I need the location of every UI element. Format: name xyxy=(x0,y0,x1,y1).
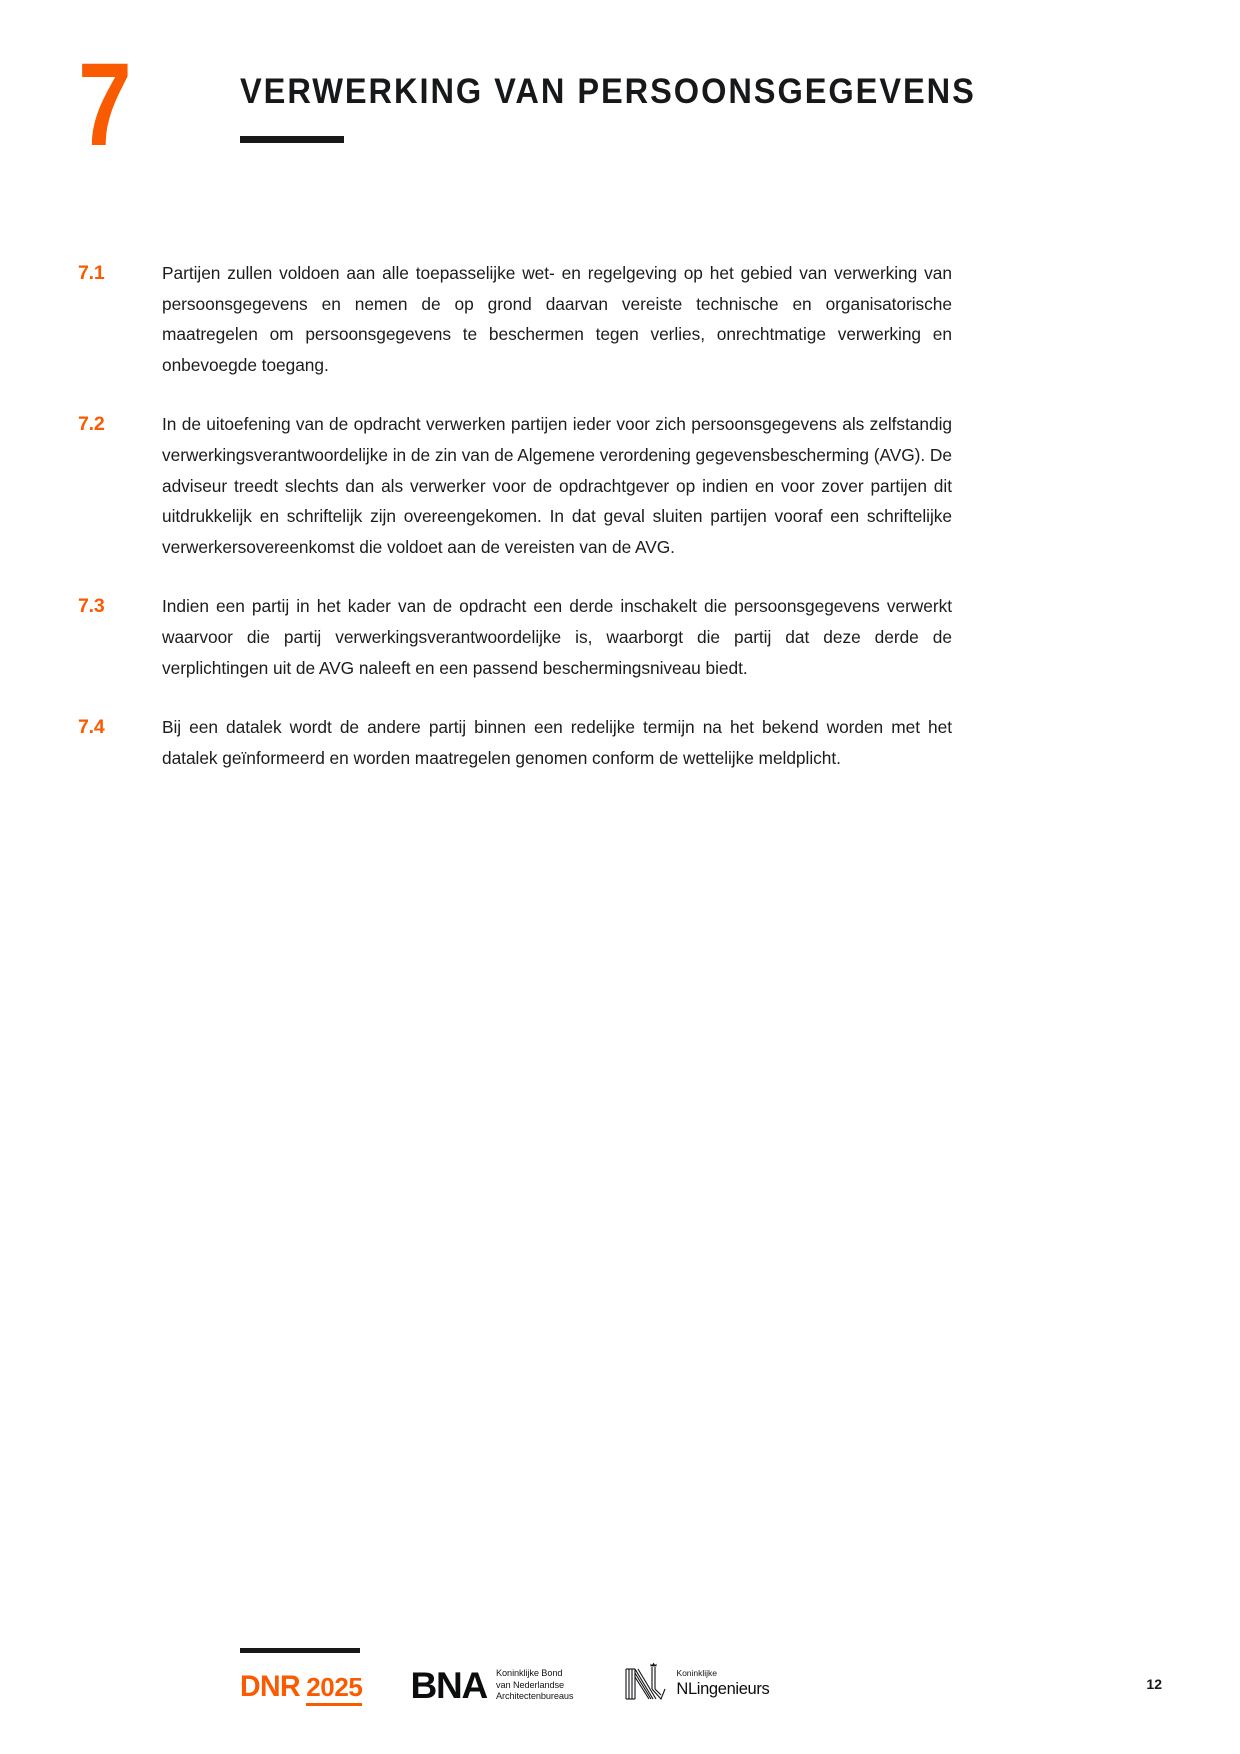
chapter-number: 7 xyxy=(78,39,131,171)
dnr-logo xyxy=(240,1648,362,1706)
page-number: 12 xyxy=(1146,1676,1162,1692)
dnr-logo-name: DNR xyxy=(240,1670,301,1703)
page-footer xyxy=(0,1574,1240,1754)
chapter-title-block xyxy=(240,74,1200,143)
dnr-wordmark xyxy=(240,1672,362,1706)
bna-subtitle-line-2: van Nederlandse xyxy=(496,1679,564,1690)
chapter-header xyxy=(0,39,1240,182)
clause-item xyxy=(0,591,1240,683)
crown-icon xyxy=(651,1663,657,1667)
dnr-logo-year: 2025 xyxy=(306,1674,362,1706)
title-underline-rule xyxy=(240,136,344,143)
clause-list xyxy=(0,258,1240,802)
clause-text-7-4: Bij een datalek wordt de andere partij binnen een redelijke termijn na het bekend worden met het datalek geïnformeerd en worden maatregelen genomen conform de wettelijke meldplicht. xyxy=(162,717,952,768)
clause-number-7-4: 7.4 xyxy=(78,716,105,739)
bna-subtitle-line-1: Koninklijke Bond xyxy=(496,1668,563,1679)
nlingenieurs-line-1: Koninklijke xyxy=(676,1668,717,1679)
clause-number-7-3: 7.3 xyxy=(78,595,105,618)
clause-number-7-1: 7.1 xyxy=(78,262,105,284)
clause-text-7-1: Partijen zullen voldoen aan alle toepasselijke wet- en regelgeving op het gebied van verwerking van persoonsgegevens en nemen de op grond daarvan vereiste technische en organisatorische maatregelen om persoonsgegevens te beschermen tegen verlies, onrechtmatige verwerking en onbevoegde toegang. xyxy=(162,263,952,375)
clause-item xyxy=(0,258,1240,380)
bna-logo-mark: BNA xyxy=(410,1665,488,1706)
bna-logo-subtitle xyxy=(496,1668,573,1703)
clause-number-7-2: 7.2 xyxy=(78,413,105,436)
nlingenieurs-monogram-icon xyxy=(621,1659,667,1703)
nlingenieurs-line-2: NLingenieurs xyxy=(676,1680,770,1698)
footer-logo-group xyxy=(240,1648,769,1706)
page-title: VERWERKING VAN PERSOONSGEGEVENS xyxy=(240,72,976,111)
nlingenieurs-logo xyxy=(621,1659,769,1706)
dnr-logo-rule xyxy=(240,1648,360,1653)
bna-logo xyxy=(410,1667,573,1706)
clause-item xyxy=(0,712,1240,773)
nlingenieurs-wordmark xyxy=(676,1663,769,1698)
bna-subtitle-line-3: Architectenbureaus xyxy=(496,1691,574,1702)
clause-text-7-2: In de uitoefening van de opdracht verwerken partijen ieder voor zich persoonsgegevens als zelfstandig verwerkingsverantwoordelijke in de zin van de Algemene verordening gegevensbescherming (AVG). De adviseur treedt slechts dan als verwerker voor de opdrachtgever op indien en voor zover partijen dit uitdrukkelijk en schriftelijk zijn overeengekomen. In dat geval sluiten partijen vooraf een schriftelijke verwerkersovereenkomst die voldoet aan de vereisten van de AVG. xyxy=(162,414,952,557)
clause-text-7-3: Indien een partij in het kader van de opdracht een derde inschakelt die persoonsgegevens verwerkt waarvoor die partij verwerkingsverantwoordelijke is, waarborgt die partij dat deze derde de verplichtingen uit de AVG naleeft en een passend beschermingsniveau biedt. xyxy=(162,596,952,678)
clause-item xyxy=(0,409,1240,562)
